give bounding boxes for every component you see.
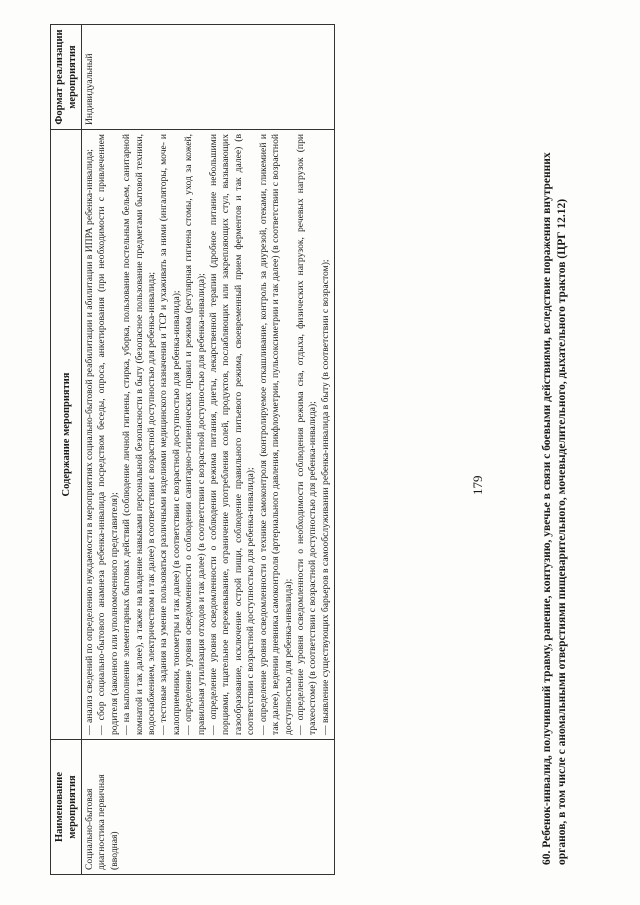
content-item: — определение уровня осведомленности о необходимости соблюдения режима сна, отдыха, физических нагрузок, речевых нагрузок (при трахеостоме) (в соответствии с возрастной доступностью для ребенка-инвалида);: [294, 134, 319, 735]
header-content: Содержание мероприятия: [51, 130, 82, 740]
header-name: Наименование мероприятия: [51, 740, 82, 875]
page-number: 179: [470, 475, 485, 495]
table-header-row: [51, 25, 82, 875]
heading-line: органов, в том числе с аномальными отверстиями пищеварительного, мочевыделительного, дыхательного трактов (ЦРГ 12.12): [556, 198, 568, 865]
cell-measure-content: [82, 130, 335, 740]
heading-line: 60. Ребенок-инвалид, получивший травму, ранение, контузию, увечье в связи с боевыми действиями, вследствие поражения внутренних: [541, 152, 553, 865]
content-item: — на выполнение элементарных бытовых действий (соблюдение личной гигиены, стирка, уборка, пользование постельным бельем, санитарной комнатой и так далее), а также на владение навыками персональной безопасности в быту (безопасное пользование предметами бытовой техники, водоснабжением, электричеством и так далее) в соответствии с возрастной доступностью для ребенка-инвалида;: [121, 134, 158, 735]
cell-measure-name: Социально-бытовая диагностика первичная (вводная): [82, 740, 335, 875]
content-item: — определение уровня осведомленности о соблюдении санитарно-гигиенических правил и режима (регулярная гигиена стомы, уход за кожей, правильная утилизация отходов и так далее) (в соответствии с возрастной доступностью для ребенка-инвалида);: [183, 134, 207, 735]
cell-measure-format: Индивидуальный: [82, 25, 335, 130]
content-item: — сбор социально-бытового анамнеза ребенка-инвалида посредством беседы, опроса, анкетирования (при необходимости с привлечением родителя (законного или уполномоченного представителя);: [96, 134, 120, 735]
header-format: Формат реализации мероприятия: [51, 25, 82, 130]
section-heading: [540, 45, 570, 865]
content-item: — определение уровня осведомленности о соблюдении режима питания, диеты, лекарственной терапии (дробное питание небольшими порциями, тщательное пережевывание, ограничение употребления солей, продуктов, послабляющих или закрепляющих стул, вызывающих газообразование, исключение острой пищи, соблюдение правильного питьевого режима, своевременный прием ферментов и так далее) (в соответствии с возрастной доступностью для ребенка-инвалида);: [208, 134, 257, 735]
measures-table: [50, 24, 335, 875]
content-item: — определение уровня осведомленности о технике самоконтроля (контролируемое откашливание, контроль за диурезой, отеками, гликемией и так далее), ведении дневника самоконтроля (артериального давления, пикфлоуметрии, пульсоксиметрии и так далее) (в соответствии с возрастной доступностью для ребенка-инвалида);: [257, 134, 294, 735]
content-item: — тестовые задания на умение пользоваться различными изделиями медицинского назначения и ТСР и ухаживать за ними (ингаляторы, моче- и калоприемники, тонометры и так далее) (в соответствии с возрастной доступностью для ребенка-инвалида);: [158, 134, 182, 735]
table-row: [82, 25, 335, 875]
content-item: — выявление существующих барьеров в самообслуживании ребенка-инвалида в быту (в соответствии с возрастом);: [319, 259, 331, 735]
content-item: — анализ сведений по определению нуждаемости в мероприятиях социально-бытовой реабилитации и абилитации в ИПРА ребенка-инвалида;: [84, 149, 95, 735]
